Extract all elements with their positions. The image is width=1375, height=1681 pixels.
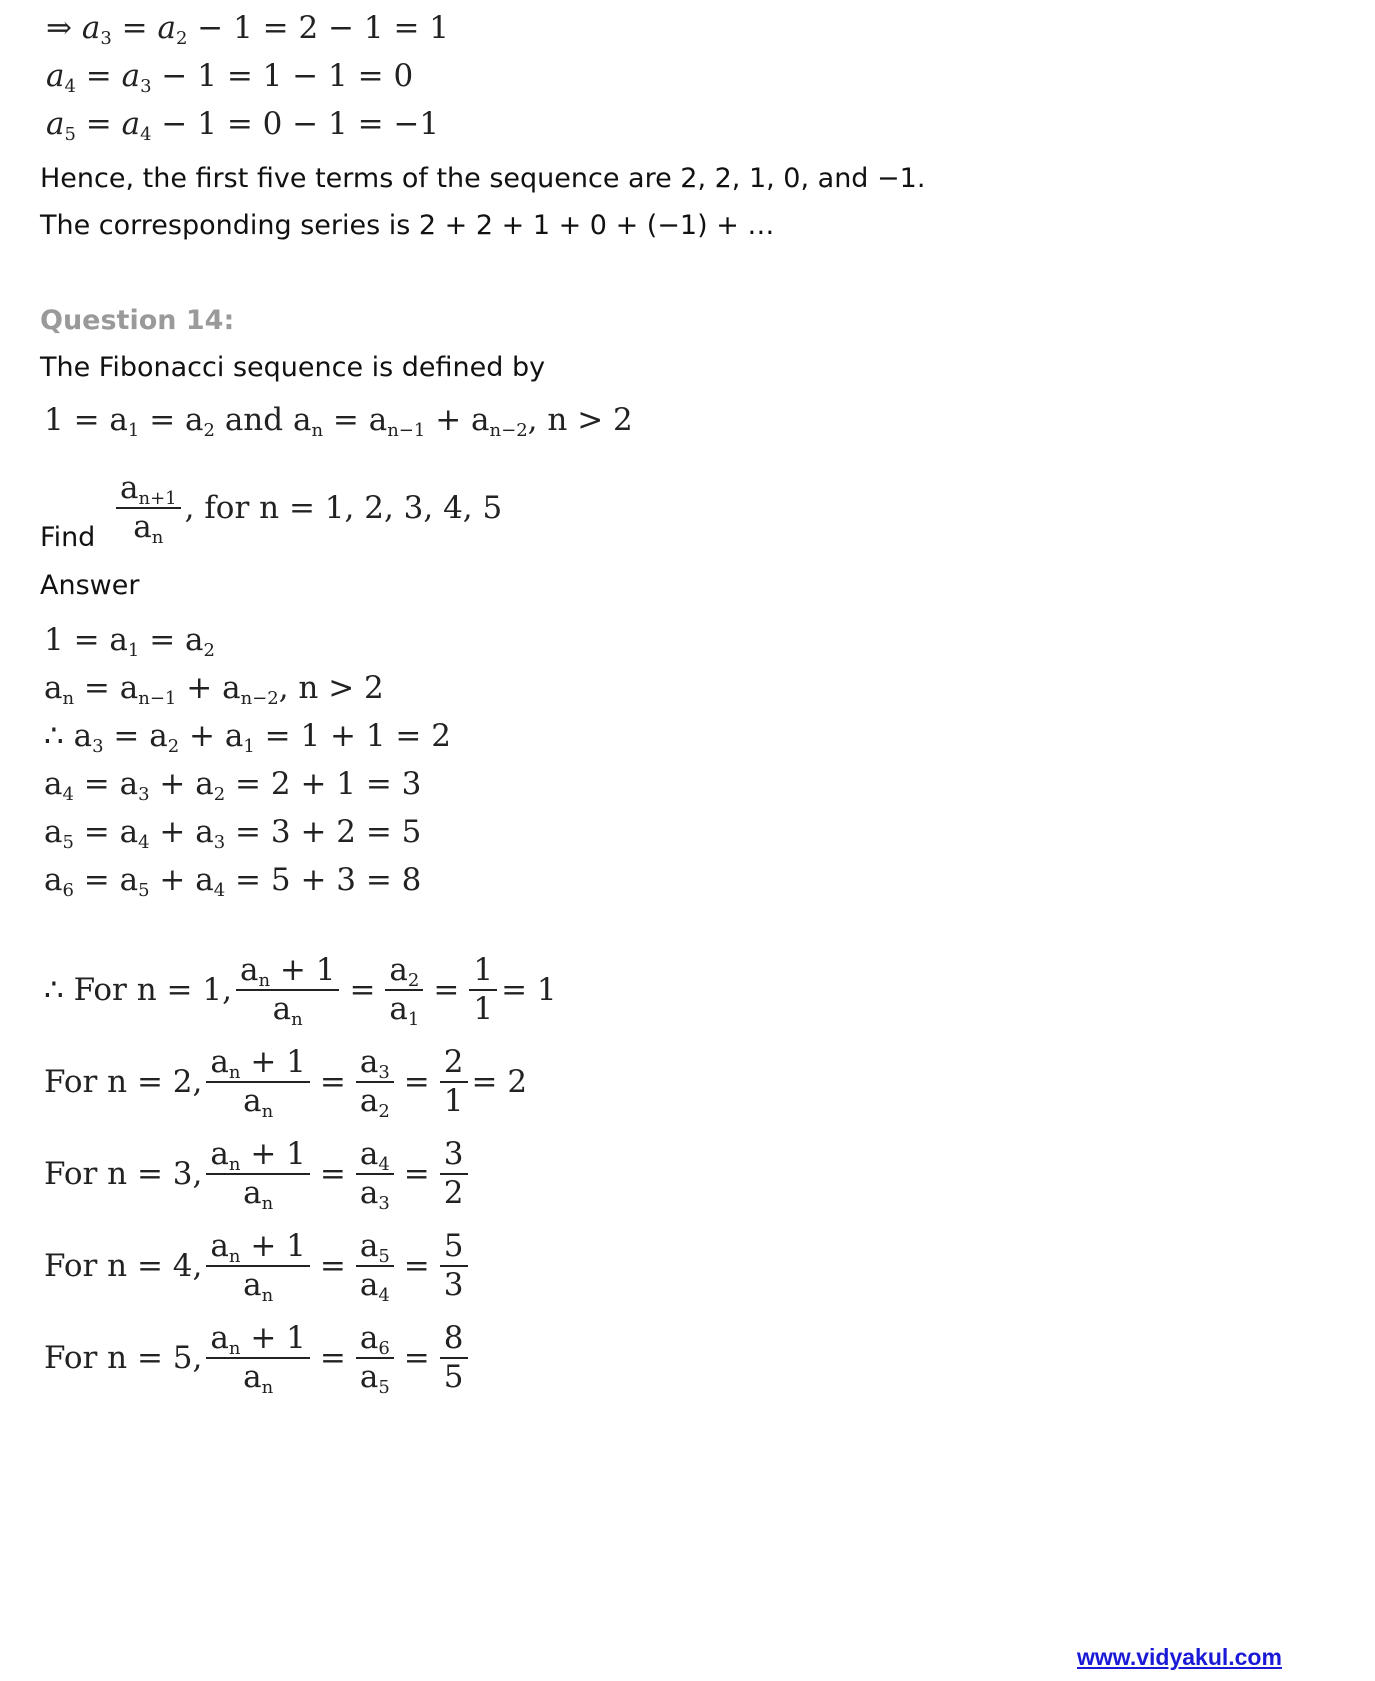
equation-a4: $a_4 = a_3 - 1 = 1 - 1 = 0$ [46, 58, 414, 97]
answer-label: Answer [40, 570, 140, 601]
answer-step-5: $a_5 = a_4 + a_3 = 3 + 2 = 5$ [44, 814, 422, 853]
equation-a3: ⇒ $a_3 = a_2 - 1 = 2 - 1 = 1$ [46, 10, 450, 49]
answer-step-2: $a_n = a_{n-1} + a_{n-2}$, n > 2 [44, 670, 384, 709]
ratio-label: For n = 4, [44, 1248, 203, 1285]
vidyakul-link[interactable]: www.vidyakul.com [1077, 1644, 1282, 1670]
ratio-row-n5: For n = 5, $\frac{a_n + 1}{a_n}$ = $\frac{a_6}{a_5}$ = $\frac{8}{5}$ [44, 1320, 472, 1396]
conclusion-terms: Hence, the first five terms of the sequence are 2, 2, 1, 0, and −1. [40, 163, 926, 194]
equation-a5: $a_5 = a_4 - 1 = 0 - 1 = -1$ [46, 106, 440, 145]
ratio-fraction: $\frac{a_{n+1}}{a_n}$ [116, 470, 181, 546]
ratio-label: For n = 3, [44, 1156, 203, 1193]
question-heading: Question 14: [40, 305, 235, 336]
ratio-row-n3: For n = 3, $\frac{a_n + 1}{a_n}$ = $\frac{a_4}{a_3}$ = $\frac{3}{2}$ [44, 1136, 472, 1212]
question-statement: The Fibonacci sequence is defined by [40, 352, 546, 383]
answer-step-1: $1 = a_1 = a_2$ [44, 622, 215, 661]
ratio-label: For n = 2, [44, 1064, 203, 1101]
ratio-label: ∴ For n = 1, [44, 972, 232, 1009]
ratio-row-n2: For n = 2, $\frac{a_n + 1}{a_n}$ = $\frac{a_3}{a_2}$ = $\frac{2}{1}$ = 2 [44, 1044, 528, 1123]
fibonacci-definition: $1 = a_1 = a_2$ and $a_n = a_{n-1} + a_{n-2}$, n > 2 [44, 402, 633, 441]
answer-step-3: ∴ $a_3 = a_2 + a_1 = 1 + 1 = 2$ [44, 718, 451, 757]
ratio-row-n1: ∴ For n = 1, $\frac{a_n + 1}{a_n}$ = $\frac{a_2}{a_1}$ = $\frac{1}{1}$ = 1 [44, 952, 557, 1031]
conclusion-series: The corresponding series is 2 + 2 + 1 + 0 + (−1) + … [40, 210, 775, 241]
answer-step-6: $a_6 = a_5 + a_4 = 5 + 3 = 8$ [44, 862, 422, 901]
find-expression: , for n = 1, 2, 3, 4, 5 [184, 490, 503, 527]
answer-step-4: $a_4 = a_3 + a_2 = 2 + 1 = 3$ [44, 766, 422, 805]
ratio-label: For n = 5, [44, 1340, 203, 1377]
find-fraction [112, 470, 503, 549]
find-label: Find [40, 522, 96, 553]
ratio-row-n4: For n = 4, $\frac{a_n + 1}{a_n}$ = $\frac{a_5}{a_4}$ = $\frac{5}{3}$ [44, 1228, 472, 1304]
